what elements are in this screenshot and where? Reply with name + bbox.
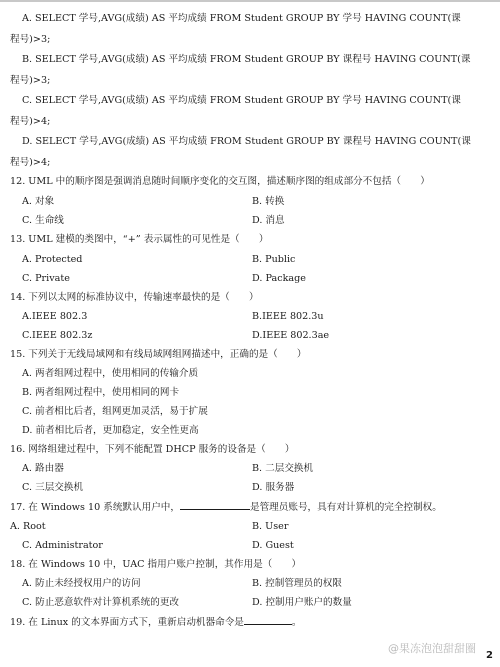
q12-option-c: C. 生命线 [22, 215, 64, 226]
q16-stem: 16. 网络组建过程中，下列不能配置 DHCP 服务的设备是（ ） [10, 444, 295, 455]
q15-option-a: A. 两者组网过程中，使用相同的传输介质 [22, 368, 199, 379]
q16-option-d: D. 服务器 [252, 482, 295, 493]
q14-option-c: C.IEEE 802.3z [22, 330, 93, 341]
q17-stem-post: 是管理员账号，具有对计算机的完全控制权。 [250, 502, 442, 513]
q17-stem [10, 500, 442, 514]
q19-answer-blank[interactable] [244, 615, 292, 625]
q16-option-c: C. 三层交换机 [22, 482, 84, 493]
q14-option-a: A.IEEE 802.3 [22, 311, 88, 322]
q12-option-d: D. 消息 [252, 215, 285, 226]
q15-option-b: B. 两者组网过程中，使用相同的网卡 [22, 387, 180, 398]
page-number: 2 [486, 650, 493, 661]
q14-stem: 14. 下列以太网的标准协议中，传输速率最快的是（ ） [10, 292, 259, 303]
q18-option-d: D. 控制用户账户的数量 [252, 597, 352, 608]
q13-stem: 13. UML 建模的类图中，“+” 表示属性的可见性是（ ） [10, 234, 269, 245]
watermark: @果冻泡泡甜甜圈 [388, 642, 476, 655]
q13-option-a: A. Protected [22, 254, 83, 265]
q17-option-a: A. Root [10, 521, 46, 532]
q18-option-a: A. 防止未经授权用户的访问 [22, 578, 141, 589]
q11-option-d-line1: D. SELECT 学号,AVG(成绩) AS 平均成绩 FROM Student GROUP BY 课程号 HAVING COUNT(课 [22, 136, 471, 147]
q13-option-c: C. Private [22, 273, 70, 284]
q11-option-b-line2: 程号)>3; [10, 75, 51, 86]
q19-stem [10, 615, 302, 629]
q17-option-c: C. Administrator [22, 540, 103, 551]
q14-option-b: B.IEEE 802.3u [252, 311, 324, 322]
q11-option-b-line1: B. SELECT 学号,AVG(成绩) AS 平均成绩 FROM Student GROUP BY 课程号 HAVING COUNT(课 [22, 54, 471, 65]
q19-stem-post: 。 [291, 617, 302, 628]
q12-stem: 12. UML 中的顺序图是强调消息随时间顺序变化的交互图，描述顺序图的组成部分不包括（ ） [10, 176, 430, 187]
q18-stem: 18. 在 Windows 10 中，UAC 指用户账户控制，其作用是（ ） [10, 559, 302, 570]
q18-option-c: C. 防止恶意软件对计算机系统的更改 [22, 597, 180, 608]
q12-option-b: B. 转换 [252, 196, 285, 207]
q16-option-a: A. 路由器 [22, 463, 64, 474]
q17-stem-pre: 17. 在 Windows 10 系统默认用户中， [10, 502, 180, 513]
q18-option-b: B. 控制管理员的权限 [252, 578, 342, 589]
q17-answer-blank[interactable] [180, 500, 250, 510]
q16-option-b: B. 二层交换机 [252, 463, 314, 474]
q15-option-c: C. 前者相比后者，组网更加灵活，易于扩展 [22, 406, 208, 417]
q11-option-a-line2: 程号)>3; [10, 34, 51, 45]
q13-option-d: D. Package [252, 273, 306, 284]
q14-option-d: D.IEEE 802.3ae [252, 330, 330, 341]
q11-option-c-line1: C. SELECT 学号,AVG(成绩) AS 平均成绩 FROM Student GROUP BY 学号 HAVING COUNT(课 [22, 95, 461, 106]
top-rule [0, 0, 500, 2]
q11-option-a-line1: A. SELECT 学号,AVG(成绩) AS 平均成绩 FROM Student GROUP BY 学号 HAVING COUNT(课 [22, 13, 461, 24]
q15-stem: 15. 下列关于无线局域网和有线局域网组网描述中，正确的是（ ） [10, 349, 307, 360]
q11-option-d-line2: 程号)>4; [10, 157, 51, 168]
q15-option-d: D. 前者相比后者，更加稳定，安全性更高 [22, 425, 199, 436]
q13-option-b: B. Public [252, 254, 296, 265]
q11-option-c-line2: 程号)>4; [10, 116, 51, 127]
q19-stem-pre: 19. 在 Linux 的文本界面方式下，重新启动机器命令是 [10, 617, 244, 628]
q17-option-b: B. User [252, 521, 289, 532]
q17-option-d: D. Guest [252, 540, 294, 551]
q12-option-a: A. 对象 [22, 196, 55, 207]
